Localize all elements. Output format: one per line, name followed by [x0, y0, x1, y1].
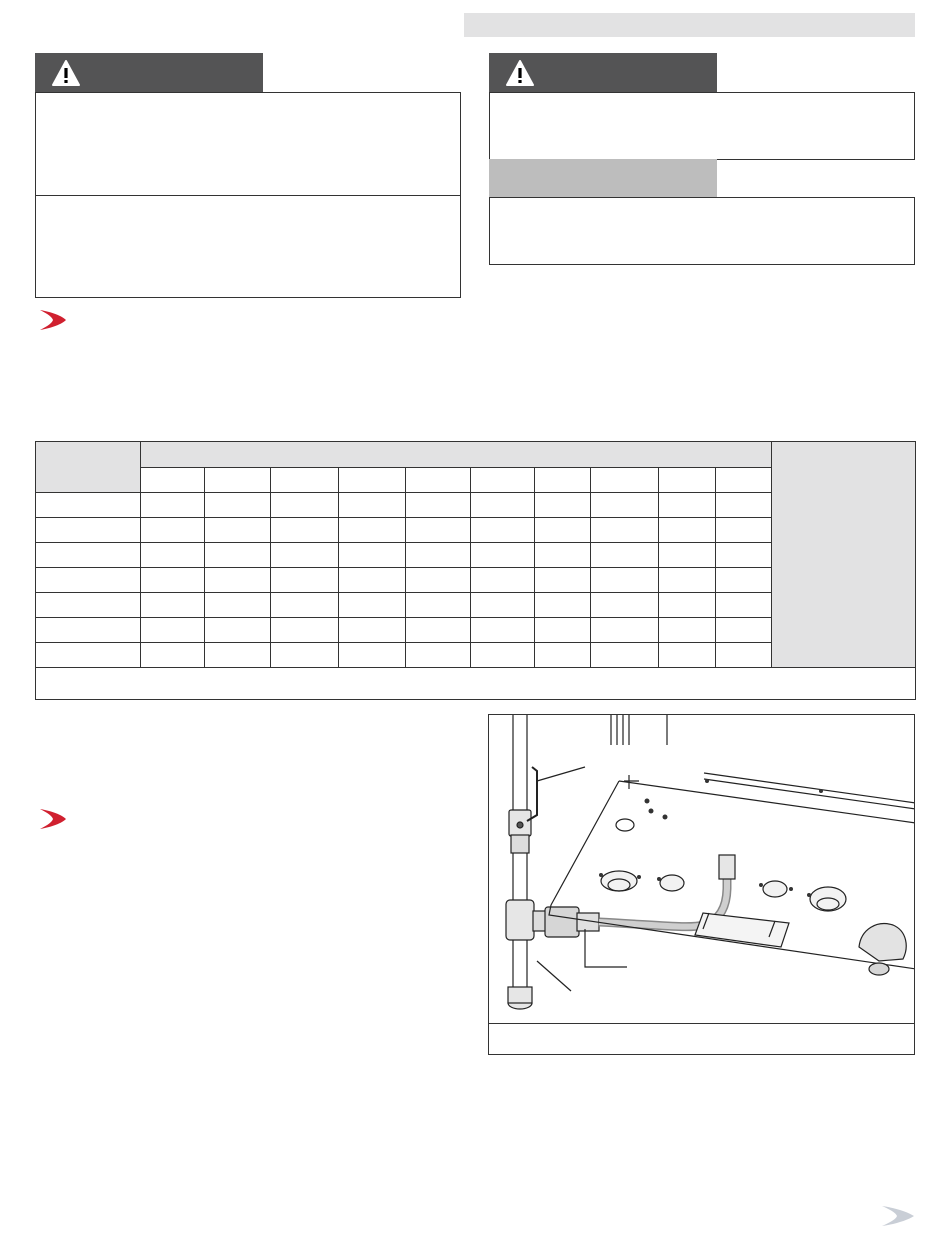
warning-tab-right: [489, 53, 717, 92]
warning-panel-left-bottom: [35, 195, 461, 298]
red-chevron-icon: [38, 309, 68, 331]
warning-tab-left: [35, 53, 263, 92]
figure-caption: [489, 1023, 914, 1054]
caution-tab: [489, 159, 717, 197]
table-corner-header: [36, 442, 141, 493]
gas-connection-figure: [488, 714, 915, 1055]
red-chevron-icon: [38, 808, 68, 830]
warning-triangle-icon: [505, 59, 535, 87]
table-side-column: [772, 442, 916, 668]
caution-panel: [489, 197, 915, 265]
gas-connection-illustration: [489, 715, 915, 1025]
gas-pipe-table: [35, 441, 916, 700]
warning-panel-right: [489, 92, 915, 160]
table-footnote-row: [36, 668, 916, 700]
warning-panel-left-top: [35, 92, 461, 196]
warning-triangle-icon: [51, 59, 81, 87]
table-group-header: [141, 442, 772, 468]
chevron-logo-icon: [880, 1205, 916, 1227]
header-bar: [464, 13, 915, 37]
